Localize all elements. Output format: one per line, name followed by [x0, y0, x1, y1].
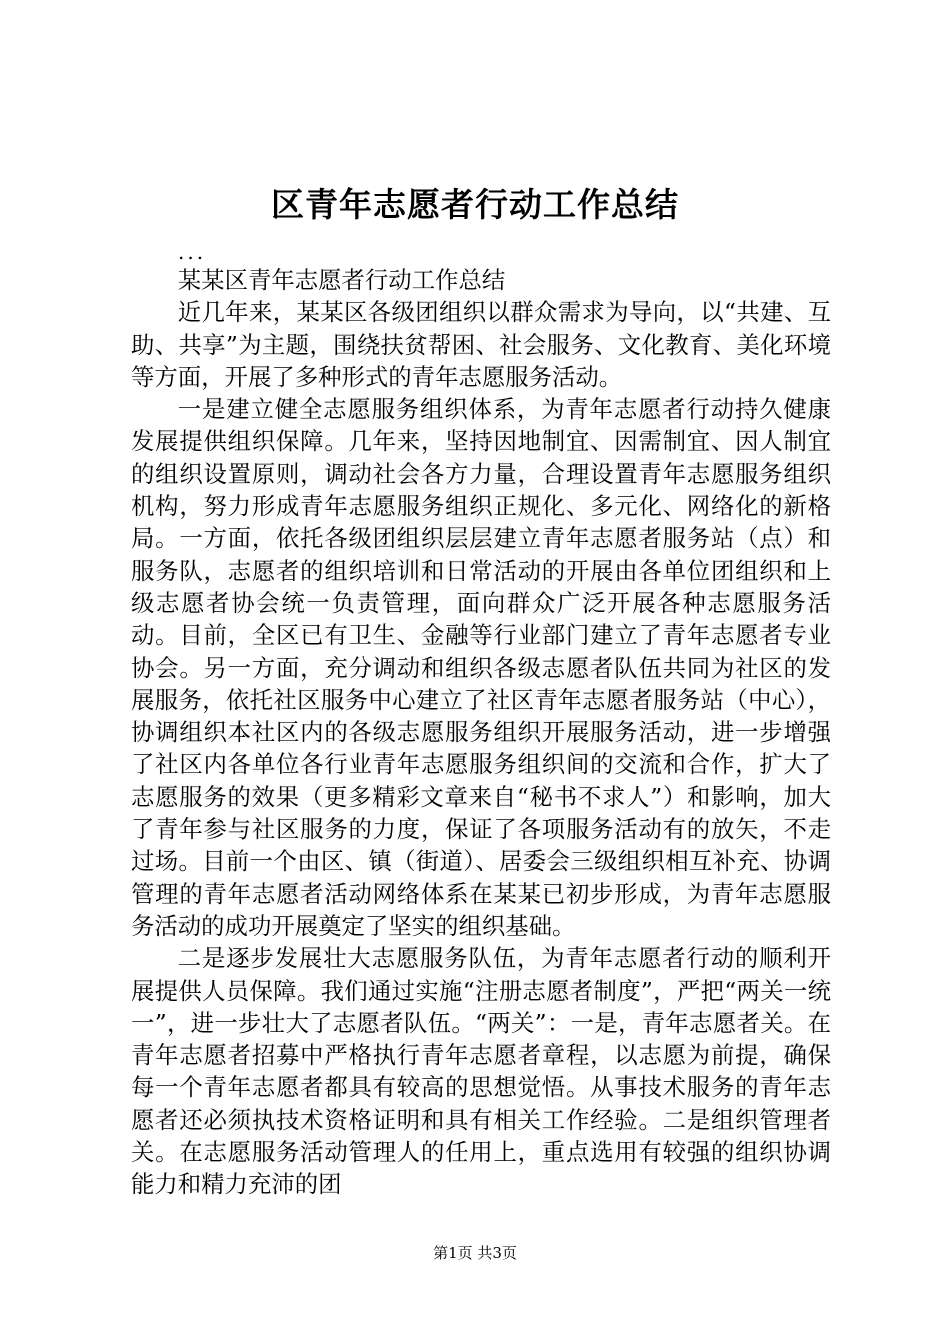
document-title: 区青年志愿者行动工作总结: [271, 185, 679, 224]
body-paragraph-organization: 一是建立健全志愿服务组织体系，为青年志愿者行动持久健康发展提供组织保障。几年来，坚持因地制宜、因需制宜、因人制宜的组织设置原则，调动社会各方力量，合理设置青年志愿服务组织机构，努力形成青年志愿服务组织正规化、多元化、网络化的新格局。一方面，依托各级团组织层层建立青年志愿者服务站（点）和服务队，志愿者的组织培训和日常活动的开展由各单位团组织和上级志愿者协会统一负责管理，面向群众广泛开展各种志愿服务活动。目前，全区已有卫生、金融等行业部门建立了青年志愿者专业协会。另一方面，充分调动和组织各级志愿者队伍共同为社区的发展服务，依托社区服务中心建立了社区青年志愿者服务站（中心），协调组织本社区内的各级志愿服务组织开展服务活动，进一步增强了社区内各单位各行业青年志愿服务组织间的交流和合作，扩大了志愿服务的效果（更多精彩文章来自“秘书不求人”）和影响，加大了青年参与社区服务的力度，保证了各项服务活动有的放矢，不走过场。目前一个由区、镇（街道）、居委会三级组织相互补充、协调管理的青年志愿者活动网络体系在某某已初步形成，为青年志愿服务活动的成功开展奠定了坚实的组织基础。: [131, 395, 831, 940]
ellipsis-marker: ...: [178, 240, 207, 264]
body-paragraph-intro: 近几年来，某某区各级团组织以群众需求为导向，以“共建、互助、共享”为主题，围绕扶贫帮困、社会服务、文化教育、美化环境等方面，开展了多种形式的青年志愿服务活动。: [131, 298, 831, 391]
page-footer: 第1页 共3页: [433, 1244, 517, 1262]
document-body: [131, 264, 831, 1201]
body-paragraph-subtitle: 某某区青年志愿者行动工作总结: [177, 266, 506, 294]
body-paragraph-team: 二是逐步发展壮大志愿服务队伍，为青年志愿者行动的顺利开展提供人员保障。我们通过实施“注册志愿者制度”，严把“两关一统一”，进一步壮大了志愿者队伍。“两关”：一是，青年志愿者关。在青年志愿者招募中严格执行青年志愿者章程，以志愿为前提，确保每一个青年志愿者都具有较高的思想觉悟。从事技术服务的青年志愿者还必须执技术资格证明和具有相关工作经验。二是组织管理者关。在志愿服务活动管理人的任用上，重点选用有较强的组织协调能力和精力充沛的团: [131, 944, 831, 1199]
